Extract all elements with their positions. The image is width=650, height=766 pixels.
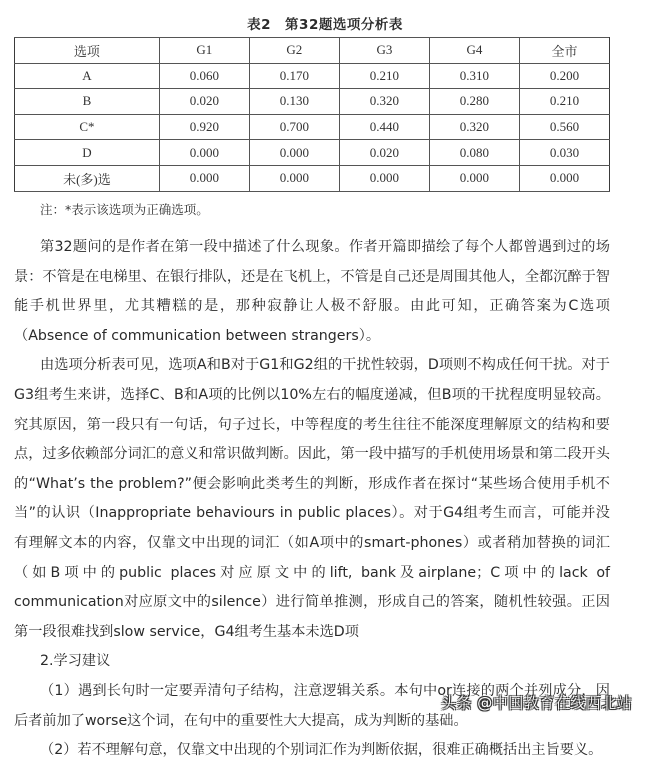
cell-value: 0.000 (159, 140, 249, 166)
cell-option: 未(多)选 (15, 165, 160, 191)
table-caption: 表2 第32题选项分析表 (247, 17, 403, 33)
table-row (15, 165, 610, 191)
table-note: 注：*表示该选项为正确选项。 (40, 202, 209, 217)
cell-value: 0.000 (249, 165, 339, 191)
cell-value: 0.000 (249, 140, 339, 166)
cell-value: 0.000 (159, 165, 249, 191)
cell-value: 0.700 (249, 114, 339, 140)
option-analysis-table (14, 37, 610, 192)
cell-value: 0.920 (159, 114, 249, 140)
cell-value: 0.440 (339, 114, 429, 140)
cell-value: 0.210 (339, 63, 429, 89)
paragraph-advice-2: （2）若不理解句意，仅靠文中出现的个别词汇作为判断依据，很难正确概括出主旨要义。 (40, 742, 603, 759)
cell-value: 0.060 (159, 63, 249, 89)
paragraph-advice-1: （1）遇到长句时一定要弄清句子结构，注意逻辑关系。本句中or连接的两个并列成分，因后者前加了worse这个词，在句中的重要性大大提高，成为判断的基础。 (14, 682, 610, 729)
header-g4: G4 (429, 38, 519, 64)
source-watermark: 头条 @中国教育在线西北站 (441, 694, 633, 712)
section-heading-study-advice: 2.学习建议 (40, 653, 111, 670)
cell-value: 0.560 (519, 114, 609, 140)
header-g3: G3 (339, 38, 429, 64)
cell-value: 0.210 (519, 89, 609, 115)
cell-value: 0.170 (249, 63, 339, 89)
cell-value: 0.130 (249, 89, 339, 115)
table-header-row (15, 38, 610, 64)
header-option: 选项 (15, 38, 160, 64)
cell-option: B (15, 89, 160, 115)
cell-option: A (15, 63, 160, 89)
cell-value: 0.320 (339, 89, 429, 115)
article-body (14, 233, 610, 766)
paragraph-distractor-analysis: 由选项分析表可见，选项A和B对于G1和G2组的干扰性较弱，D项则不构成任何干扰。对于G3组考生来讲，选择C、B和A项的比例以10%左右的幅度递减，但B项的干扰程度明显较高。究其原因，第一段只有一句话，句子过长，中等程度的考生往往不能深度理解原文的结构和要点，过多依赖部分词汇的意义和常识做判断。因此，第一段中描写的手机使用场景和第二段开头的“What’s the problem?”便会影响此类考生的判断，形成作者在探讨“某些场合使用手机不当”的认识（Inappropriate behaviours in public places）。对于G4组考生而言，可能并没有理解文本的内容，仅靠文中出现的词汇（如A项中的smart-phones）或者稍加替换的词汇（如B项中的public places对应原文中的lift, bank及airplane；C项中的lack of communication对应原文中的silence）进行简单推测，形成自己的答案，随机性较强。正因第一段很难找到slow service，G4组考生基本未选D项 (14, 357, 610, 640)
cell-value: 0.200 (519, 63, 609, 89)
cell-value: 0.320 (429, 114, 519, 140)
header-g2: G2 (249, 38, 339, 64)
header-g1: G1 (159, 38, 249, 64)
cell-option: D (15, 140, 160, 166)
table-row (15, 114, 610, 140)
cell-value: 0.000 (339, 165, 429, 191)
cell-value: 0.310 (429, 63, 519, 89)
cell-value: 0.020 (159, 89, 249, 115)
cell-value: 0.030 (519, 140, 609, 166)
table-row (15, 140, 610, 166)
table-row (15, 89, 610, 115)
cell-value: 0.020 (339, 140, 429, 166)
table-row (15, 63, 610, 89)
cell-option: C* (15, 114, 160, 140)
cell-value: 0.000 (429, 165, 519, 191)
cell-value: 0.080 (429, 140, 519, 166)
header-city: 全市 (519, 38, 609, 64)
paragraph-answer-explanation: 第32题问的是作者在第一段中描述了什么现象。作者开篇即描绘了每个人都曾遇到过的场景：不管是在电梯里、在银行排队，还是在飞机上，不管是自己还是周围其他人，全都沉醉于智能手机世界里，尤其糟糕的是，那种寂静让人极不舒服。由此可知，正确答案为C选项（Absence of communication between strangers）。 (14, 239, 610, 344)
cell-value: 0.000 (519, 165, 609, 191)
cell-value: 0.280 (429, 89, 519, 115)
